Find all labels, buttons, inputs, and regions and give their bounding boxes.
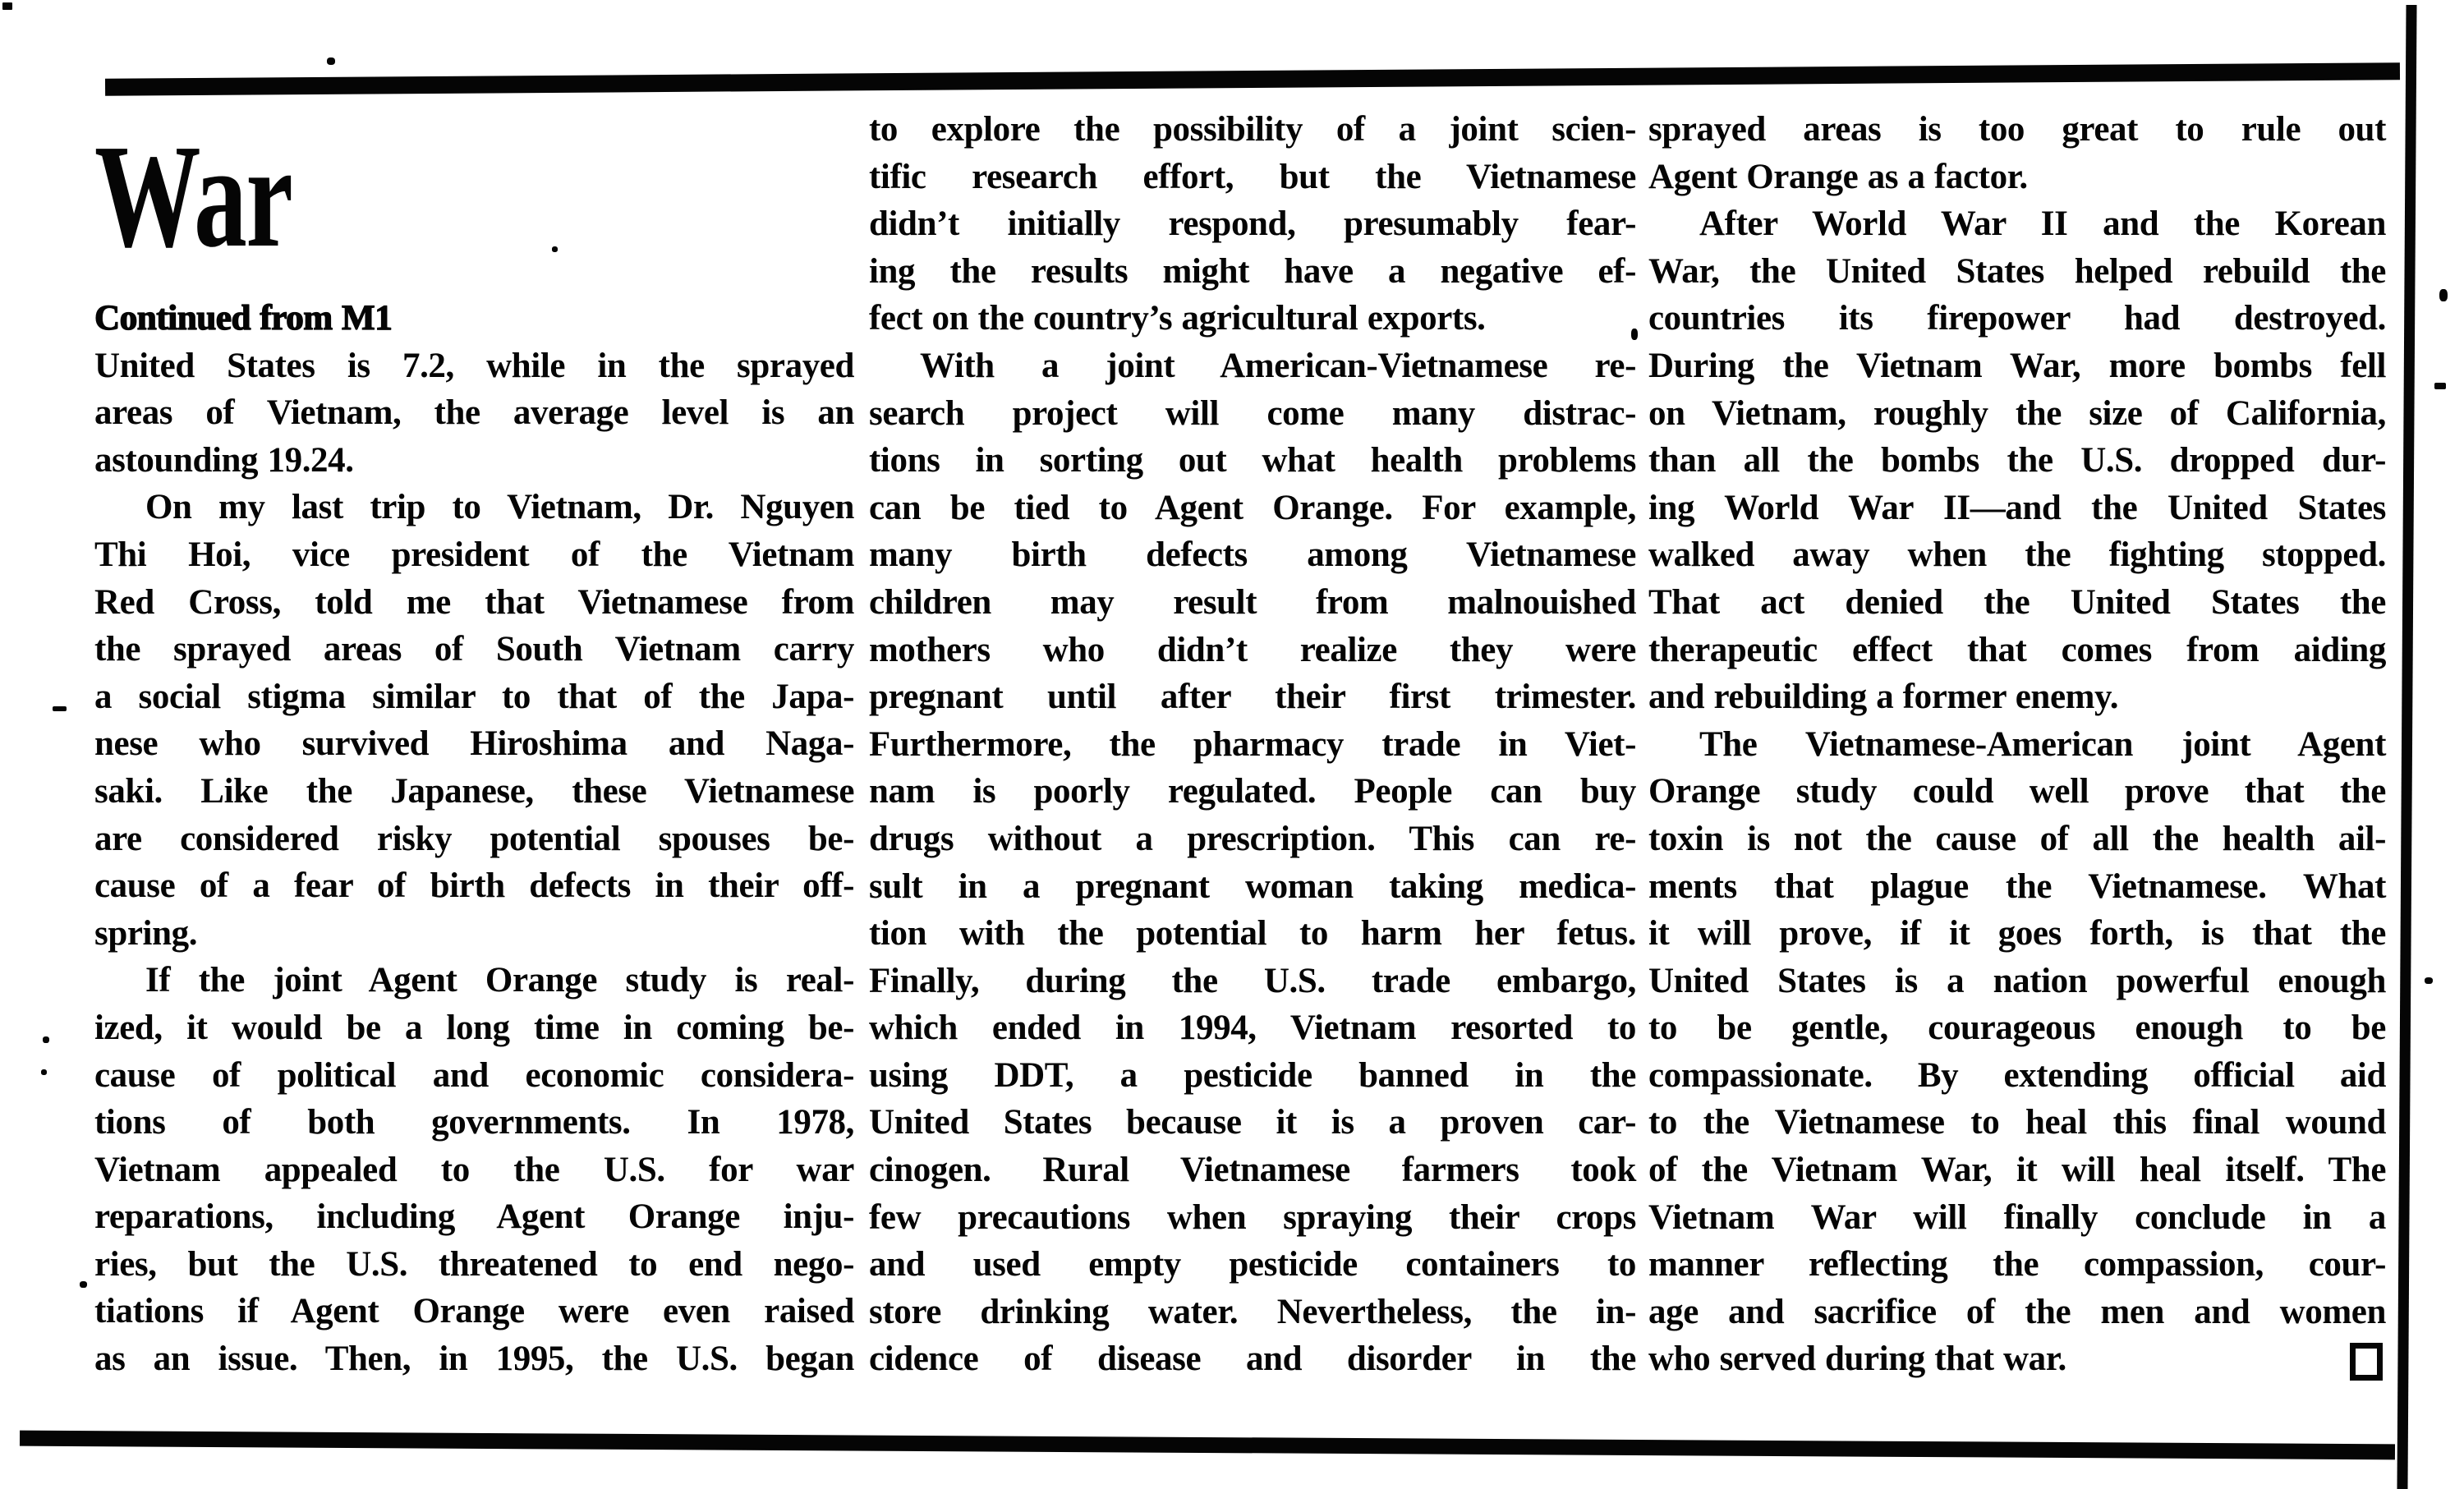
text-line: fect on the country’s agricultural exports. [869,299,1486,338]
text-line: and used empty pesticide containers to [869,1245,1636,1284]
text-line: If the joint Agent Orange study is real- [145,961,854,1000]
text-line: drugs without a prescription. This can re- [869,819,1636,858]
text-line: Agent Orange as a factor. [1648,157,2028,196]
text-line: cause of political and economic considera- [94,1055,854,1095]
text-line: That act denied the United States the [1648,582,2386,622]
text-line: tions in sorting out what health problems [869,441,1636,480]
text-line: many birth defects among Vietnamese [869,535,1636,575]
text-line: on Vietnam, roughly the size of California, [1648,393,2386,433]
scan-speck [552,246,558,252]
paragraph [869,106,1636,342]
text-line: With a joint American-Vietnamese re- [920,346,1636,385]
scan-speck [2,2,12,10]
text-line: sprayed areas is too great to rule out [1648,110,2386,149]
text-line: store drinking water. Nevertheless, the in- [869,1292,1636,1331]
text-line: mothers who didn’t realize they were [869,630,1636,669]
text-line: countries its firepower had destroyed. [1648,299,2386,338]
text-line: Finally, during the U.S. trade embargo, [869,961,1636,1000]
text-line: The Vietnamese-American joint Agent [1699,724,2386,764]
text-line: United States is a nation powerful enough [1648,961,2386,1000]
scan-speck [41,1069,47,1075]
text-line: using DDT, a pesticide banned in the [869,1055,1636,1095]
paragraph [1648,721,2386,1383]
text-line [1648,1335,2386,1383]
scan-speck [2439,289,2448,301]
text-line: to explore the possibility of a joint scien- [869,110,1636,149]
text-line: cinogen. Rural Vietnamese farmers took [869,1151,1636,1190]
top-rule [105,62,2400,96]
text-line: cidence of disease and disorder in the [869,1340,1636,1379]
scan-speck [2434,383,2446,389]
text-line: Thi Hoi, vice president of the Vietnam [94,535,854,574]
text-line: compassionate. By extending official aid [1648,1055,2386,1095]
text-line: to be gentle, courageous enough to be [1648,1009,2386,1048]
text-line: astounding 19.24. [94,440,354,480]
text-line: toxin is not the cause of all the health ail- [1648,819,2386,858]
text-line: children may result from malnouished [869,582,1636,622]
text-line: ments that plague the Vietnamese. What [1648,866,2386,906]
text-line: On my last trip to Vietnam, Dr. Nguyen [145,488,854,527]
text-line: tific research effort, but the Vietnamese [869,157,1636,196]
text-line: Orange study could well prove that the [1648,772,2386,811]
scan-speck [1631,329,1638,340]
scan-speck [2425,977,2433,984]
text-line: saki. Like the Japanese, these Vietnamese [94,771,854,811]
paragraph [869,342,1636,1383]
text-line: areas of Vietnam, the average level is an [94,393,854,433]
bottom-rule [20,1431,2395,1460]
continued-from-line: Continued from M1 [94,299,393,338]
text-line: After World War II and the Korean [1699,205,2386,244]
text-line: therapeutic effect that comes from aiding [1648,630,2386,669]
column-text [94,342,854,1383]
text-line: than all the bombs the U.S. dropped dur- [1648,441,2386,480]
text-line: search project will come many distrac- [869,393,1636,433]
text-line: spring. [94,913,198,953]
article-column-3 [1648,106,2386,1383]
text-line: as an issue. Then, in 1995, the U.S. began [94,1340,854,1379]
text-line: a social stigma similar to that of the Japa- [94,677,854,716]
text-line: sult in a pregnant woman taking medica- [869,866,1636,906]
text-line: ing the results might have a negative ef- [869,251,1636,291]
text-line: tiations if Agent Orange were even raised [94,1292,854,1331]
text-line: the sprayed areas of South Vietnam carry [94,630,854,669]
paragraph [94,957,854,1382]
article-column-2 [869,106,1636,1383]
text-line: pregnant until after their first trimester. [869,678,1636,717]
text-line: Vietnam War will finally conclude in a [1648,1197,2386,1237]
paragraph [94,342,854,485]
text-line: tion with the potential to harm her fetus. [869,914,1636,954]
text-line: manner reflecting the compassion, cour- [1648,1245,2386,1284]
text-line: walked away when the fighting stopped. [1648,535,2386,575]
text-line: tions of both governments. In 1978, [94,1103,854,1142]
text-line: Red Cross, told me that Vietnamese from [94,582,854,622]
text-line: and rebuilding a former enemy. [1648,678,2119,717]
right-column-rule [2397,5,2416,1489]
text-line: During the Vietnam War, more bombs fell [1648,346,2386,385]
paragraph [1648,106,2386,200]
text-line: which ended in 1994, Vietnam resorted to [869,1009,1636,1048]
text-line: United States because it is a proven car- [869,1103,1636,1142]
end-of-article-square-icon [2350,1343,2383,1381]
text-line: it will prove, if it goes forth, is that the [1648,914,2386,954]
text-line: reparations, including Agent Orange inju- [94,1197,854,1237]
article-column-1 [94,106,854,1383]
text-line: didn’t initially respond, presumably fear- [869,205,1636,244]
paragraph [1648,200,2386,721]
text-line: nam is poorly regulated. People can buy [869,772,1636,811]
text-line: ries, but the U.S. threatened to end nego- [94,1244,854,1284]
article-headline: War [94,114,292,278]
text-line: War, the United States helped rebuild the [1648,251,2386,291]
text-line: of the Vietnam War, it will heal itself. The [1648,1151,2386,1190]
scan-speck [43,1036,49,1043]
text-line: nese who survived Hiroshima and Naga- [94,724,854,764]
text-line-content: who served during that war. [1648,1340,2066,1379]
text-line: Vietnam appealed to the U.S. for war [94,1150,854,1189]
text-line: cause of a fear of birth defects in their off- [94,866,854,906]
scan-speck [80,1281,87,1288]
text-line: age and sacrifice of the men and women [1648,1292,2386,1331]
text-line: Furthermore, the pharmacy trade in Viet- [869,724,1636,764]
text-line: ized, it would be a long time in coming be- [94,1008,854,1047]
scan-speck [53,706,67,711]
text-line: are considered risky potential spouses be- [94,819,854,858]
column-text [1648,106,2386,1383]
text-line: few precautions when spraying their crops [869,1197,1636,1237]
text-line: ing World War II—and the United States [1648,488,2386,527]
scan-speck [327,57,335,65]
text-line: United States is 7.2, while in the sprayed [94,346,854,385]
text-line: to the Vietnamese to heal this final wound [1648,1103,2386,1142]
paragraph [94,484,854,957]
text-line: can be tied to Agent Orange. For example, [869,488,1636,527]
column-text [869,106,1636,1383]
